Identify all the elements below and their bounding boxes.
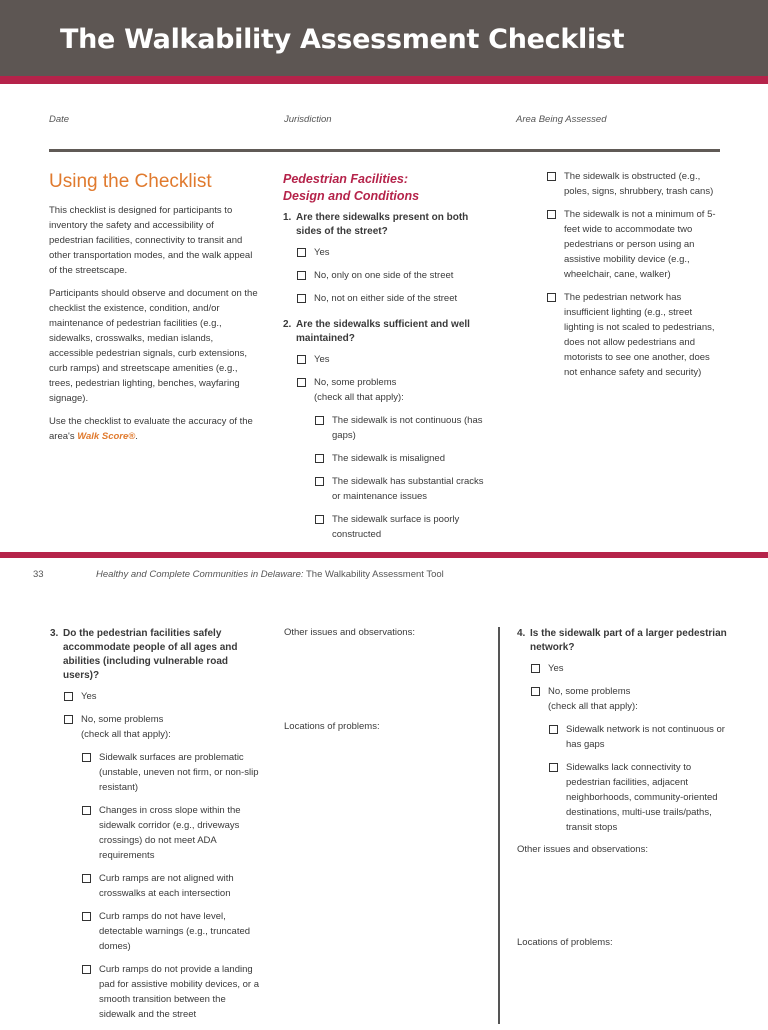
title-banner [0, 0, 768, 76]
question-text: Are the sidewalks sufficient and well maintained? [296, 319, 470, 344]
checkbox-sub-option[interactable] [50, 803, 260, 863]
option-label: Curb ramps do not have level, detectable warnings (e.g., truncated domes) [99, 911, 251, 952]
section-divider [49, 149, 720, 152]
continued-column [547, 169, 722, 388]
checkbox-sub-option[interactable] [283, 474, 488, 504]
option-label: Sidewalks lack connectivity to pedestrian facilities, adjacent neighborhoods, community-oriented destinations, multi-use trails/paths, transit stops [566, 762, 718, 833]
checkbox-sub-option[interactable] [547, 169, 722, 199]
locations-label: Locations of problems: [284, 721, 380, 732]
option-label: No, only on one side of the street [314, 270, 454, 281]
checkbox-sub-option[interactable] [50, 962, 260, 1022]
checkbox-icon[interactable] [82, 965, 91, 974]
checkbox-option[interactable] [517, 661, 727, 676]
question-number: 4. [517, 628, 526, 639]
checkbox-icon[interactable] [82, 806, 91, 815]
option-label: Yes [548, 663, 564, 674]
checkbox-option[interactable] [283, 352, 488, 367]
checkbox-icon[interactable] [315, 515, 324, 524]
intro-paragraph [49, 414, 259, 444]
option-label: Curb ramps do not provide a landing pad for assistive mobility devices, or a smooth transition between the sidewalk and the street [99, 964, 259, 1020]
area-field-label: Area Being Assessed [516, 114, 607, 125]
page-number: 33 [33, 569, 44, 580]
checkbox-icon[interactable] [64, 692, 73, 701]
intro-paragraph: Participants should observe and document on the checklist the existence, condition, and/or maintenance of pedestrian facilities (e.g., sidewalks, crosswalks, median islands, accessible pedestrian signals, curb extensions, curb ramps) and streetscape amenities (e.g., trees, pedestrian lighting, benches, wayfaring signage). [49, 287, 258, 404]
checkbox-option[interactable] [283, 291, 488, 306]
section-column [283, 171, 488, 550]
option-label: Yes [81, 691, 97, 702]
footer-rest: The Walkability Assessment Tool [303, 569, 444, 580]
checkbox-icon[interactable] [549, 763, 558, 772]
option-label: The sidewalk is misaligned [332, 453, 445, 464]
checkbox-icon[interactable] [531, 687, 540, 696]
question-3 [50, 627, 260, 683]
checkbox-icon[interactable] [297, 271, 306, 280]
checkbox-icon[interactable] [315, 477, 324, 486]
checkbox-icon[interactable] [297, 355, 306, 364]
checkbox-sub-option[interactable] [283, 413, 488, 443]
option-label: The sidewalk is not continuous (has gaps) [332, 415, 483, 441]
option-label: The pedestrian network has insufficient lighting (e.g., street lighting is not scaled to pedestrians, does not allow pedestrians and motorists to see one another, does not enhance safety and security) [564, 292, 715, 378]
option-label: Sidewalk network is not continuous or has gaps [566, 724, 725, 750]
footer-text [96, 569, 444, 580]
intro-text-end: . [135, 430, 138, 442]
checkbox-option[interactable] [517, 684, 727, 714]
jurisdiction-field-label: Jurisdiction [284, 114, 332, 125]
footer-stripe [0, 552, 768, 558]
option-label: The sidewalk surface is poorly constructed [332, 514, 460, 540]
option-label: No, some problems (check all that apply): [314, 377, 404, 403]
checkbox-icon[interactable] [547, 293, 556, 302]
question-2 [283, 318, 488, 346]
other-issues-label: Other issues and observations: [517, 844, 648, 855]
section-heading-line: Pedestrian Facilities: [283, 172, 409, 186]
checkbox-icon[interactable] [315, 454, 324, 463]
question-number: 1. [283, 212, 292, 223]
option-label: No, not on either side of the street [314, 293, 458, 304]
option-label: The sidewalk has substantial cracks or maintenance issues [332, 476, 484, 502]
option-label: The sidewalk is obstructed (e.g., poles, signs, shrubbery, trash cans) [564, 171, 714, 197]
question-number: 3. [50, 628, 59, 639]
question-1 [283, 211, 488, 239]
option-label: No, some problems (check all that apply): [81, 714, 171, 740]
other-issues-label: Other issues and observations: [284, 627, 415, 638]
checkbox-sub-option[interactable] [283, 451, 488, 466]
checkbox-option[interactable] [50, 712, 260, 742]
question-number: 2. [283, 319, 292, 330]
intro-paragraph: This checklist is designed for participants to inventory the safety and accessibility of pedestrian facilities, connectivity to transit and other transportation modes, and the walk appeal of the streetscape. [49, 204, 253, 276]
checkbox-option[interactable] [50, 689, 260, 704]
checkbox-icon[interactable] [82, 753, 91, 762]
question-text: Do the pedestrian facilities safely accommodate people of all ages and abilities (including vulnerable road users)? [63, 628, 238, 681]
checkbox-icon[interactable] [82, 874, 91, 883]
question-4-column [517, 627, 727, 843]
section-heading [283, 171, 488, 205]
checkbox-icon[interactable] [82, 912, 91, 921]
checkbox-icon[interactable] [547, 172, 556, 181]
checkbox-sub-option[interactable] [517, 722, 727, 752]
option-label: Yes [314, 247, 330, 258]
header-stripe [0, 76, 768, 84]
checkbox-icon[interactable] [64, 715, 73, 724]
checkbox-sub-option[interactable] [50, 871, 260, 901]
page-title: The Walkability Assessment Checklist [60, 24, 625, 55]
locations-label: Locations of problems: [517, 937, 613, 948]
checkbox-option[interactable] [283, 245, 488, 260]
checkbox-sub-option[interactable] [547, 290, 722, 380]
checkbox-sub-option[interactable] [547, 207, 722, 282]
intro-column [49, 172, 259, 452]
date-field-label: Date [49, 114, 70, 125]
question-4 [517, 627, 727, 655]
checkbox-icon[interactable] [297, 248, 306, 257]
checkbox-sub-option[interactable] [283, 512, 488, 542]
checkbox-icon[interactable] [549, 725, 558, 734]
option-label: Yes [314, 354, 330, 365]
option-label: No, some problems (check all that apply): [548, 686, 638, 712]
column-divider [498, 627, 500, 1024]
question-text: Is the sidewalk part of a larger pedestrian network? [530, 628, 727, 653]
walk-score-link[interactable]: Walk Score® [77, 430, 136, 442]
checkbox-option[interactable] [283, 268, 488, 283]
checkbox-icon[interactable] [531, 664, 540, 673]
checkbox-sub-option[interactable] [50, 750, 260, 795]
section-heading-line: Design and Conditions [283, 189, 420, 203]
footer-italic: Healthy and Complete Communities in Delaware: [96, 569, 304, 580]
intro-text: Use the checklist to evaluate the accuracy of the area's [49, 415, 253, 442]
option-label: Curb ramps are not aligned with crosswalks at each intersection [99, 873, 234, 899]
checkbox-sub-option[interactable] [517, 760, 727, 835]
checkbox-icon[interactable] [297, 294, 306, 303]
checkbox-icon[interactable] [297, 378, 306, 387]
checkbox-icon[interactable] [547, 210, 556, 219]
question-3-column [50, 627, 260, 1030]
checkbox-icon[interactable] [315, 416, 324, 425]
option-label: Changes in cross slope within the sidewalk corridor (e.g., driveways crossings) do not meet ADA requirements [99, 805, 241, 861]
checkbox-option[interactable] [283, 375, 488, 405]
option-label: The sidewalk is not a minimum of 5-feet wide to accommodate two pedestrians or person using an assistive mobility device (e.g., wheelchair, cane, walker) [564, 209, 716, 280]
option-label: Sidewalk surfaces are problematic (unstable, uneven not firm, or non-slip resistant) [99, 752, 259, 793]
question-text: Are there sidewalks present on both sides of the street? [296, 212, 469, 237]
intro-heading: Using the Checklist [49, 171, 212, 192]
checkbox-sub-option[interactable] [50, 909, 260, 954]
